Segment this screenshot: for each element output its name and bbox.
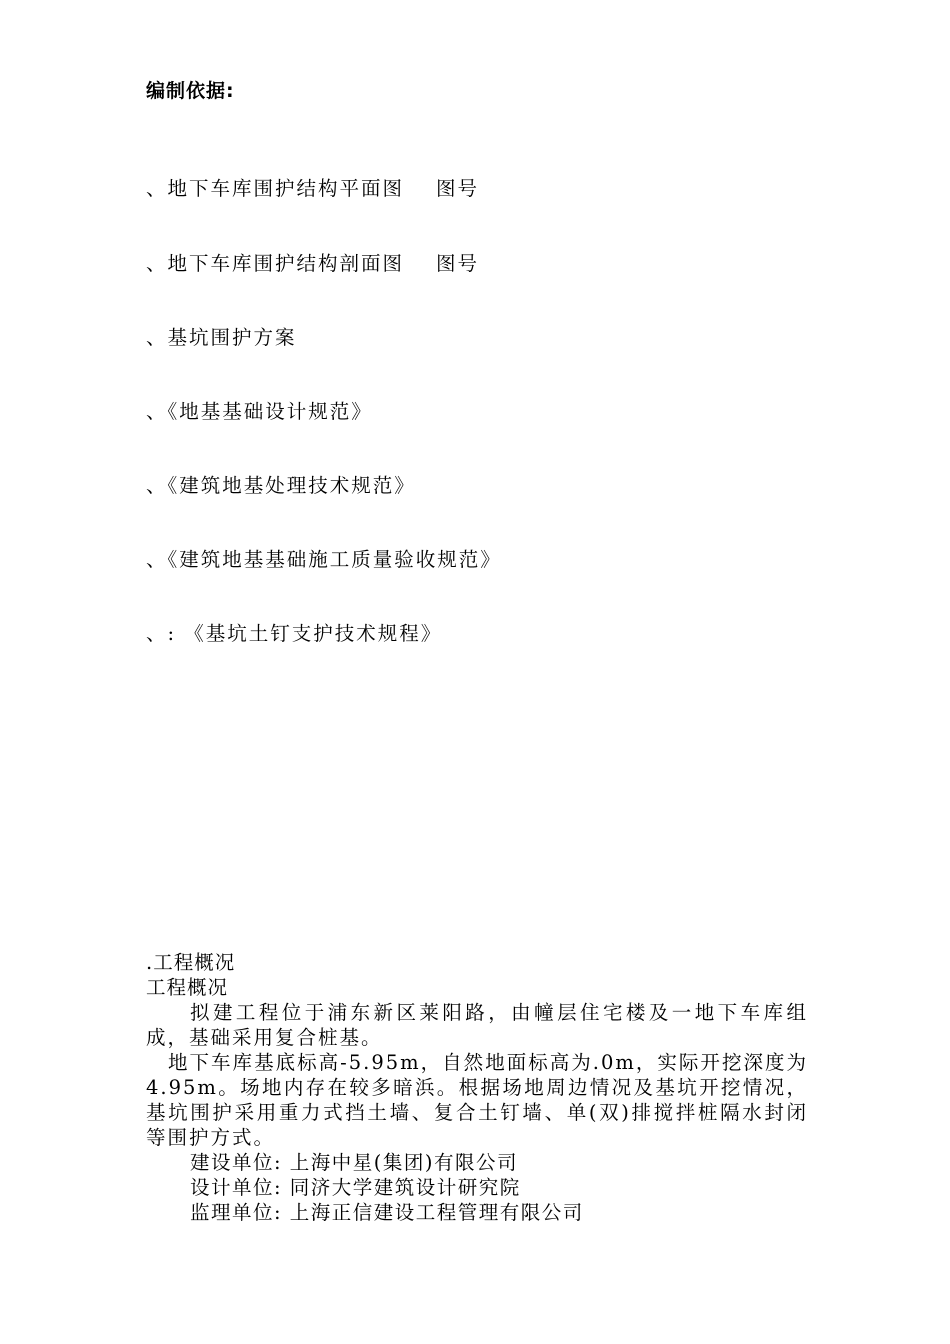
section-subtitle: 工程概况 bbox=[146, 976, 229, 999]
unit-label: 设计单位: bbox=[190, 1176, 283, 1199]
basis-item bbox=[146, 177, 502, 202]
basis-item bbox=[146, 548, 502, 573]
unit-value: 上海中星(集团)有限公司 bbox=[289, 1151, 518, 1174]
basis-item bbox=[146, 474, 502, 499]
overview-paragraph-2: 地下车库基底标高-5.95m，自然地面标高为.0m，实际开挖深度为4.95m。场地内存在较多暗浜。根据场地周边情况及基坑开挖情况，基坑围护采用重力式挡土墙、复合土钉墙、单(双)排搅拌桩隔水封闭等围护方式。 bbox=[146, 1051, 808, 1149]
unit-value: 上海正信建设工程管理有限公司 bbox=[289, 1201, 584, 1224]
basis-item-text: 、: 《基坑土钉支护技术规程》 bbox=[146, 622, 443, 646]
basis-item-text: 、《建筑地基基础施工质量验收规范》 bbox=[146, 547, 502, 571]
unit-label: 监理单位: bbox=[190, 1201, 283, 1224]
basis-item bbox=[146, 252, 502, 277]
basis-item-text: 、地下车库围护结构平面图 bbox=[146, 177, 405, 201]
basis-item-text: 、《地基基础设计规范》 bbox=[146, 399, 373, 423]
basis-item bbox=[146, 622, 502, 647]
section-title: .工程概况 bbox=[146, 951, 236, 974]
basis-heading: 编制依据: bbox=[146, 80, 235, 102]
unit-value: 同济大学建筑设计研究院 bbox=[289, 1176, 521, 1199]
basis-item-text: 、地下车库围护结构剖面图 bbox=[146, 251, 405, 275]
basis-item-text: 、《建筑地基处理技术规范》 bbox=[146, 473, 416, 497]
basis-list bbox=[146, 128, 502, 696]
overview-paragraph-1: 拟建工程位于浦东新区莱阳路，由幢层住宅楼及一地下车库组成，基础采用复合桩基。 bbox=[146, 1001, 808, 1049]
overview-section bbox=[146, 950, 808, 1225]
supervision-unit-row bbox=[146, 1200, 808, 1225]
basis-item bbox=[146, 400, 502, 425]
basis-item-drawing-no: 图号 bbox=[436, 251, 480, 275]
basis-item bbox=[146, 326, 502, 351]
basis-item-text: 、基坑围护方案 bbox=[146, 325, 297, 349]
design-unit-row bbox=[146, 1175, 808, 1200]
basis-item-drawing-no: 图号 bbox=[436, 177, 480, 201]
unit-label: 建设单位: bbox=[190, 1151, 283, 1174]
client-unit-row bbox=[146, 1150, 808, 1175]
